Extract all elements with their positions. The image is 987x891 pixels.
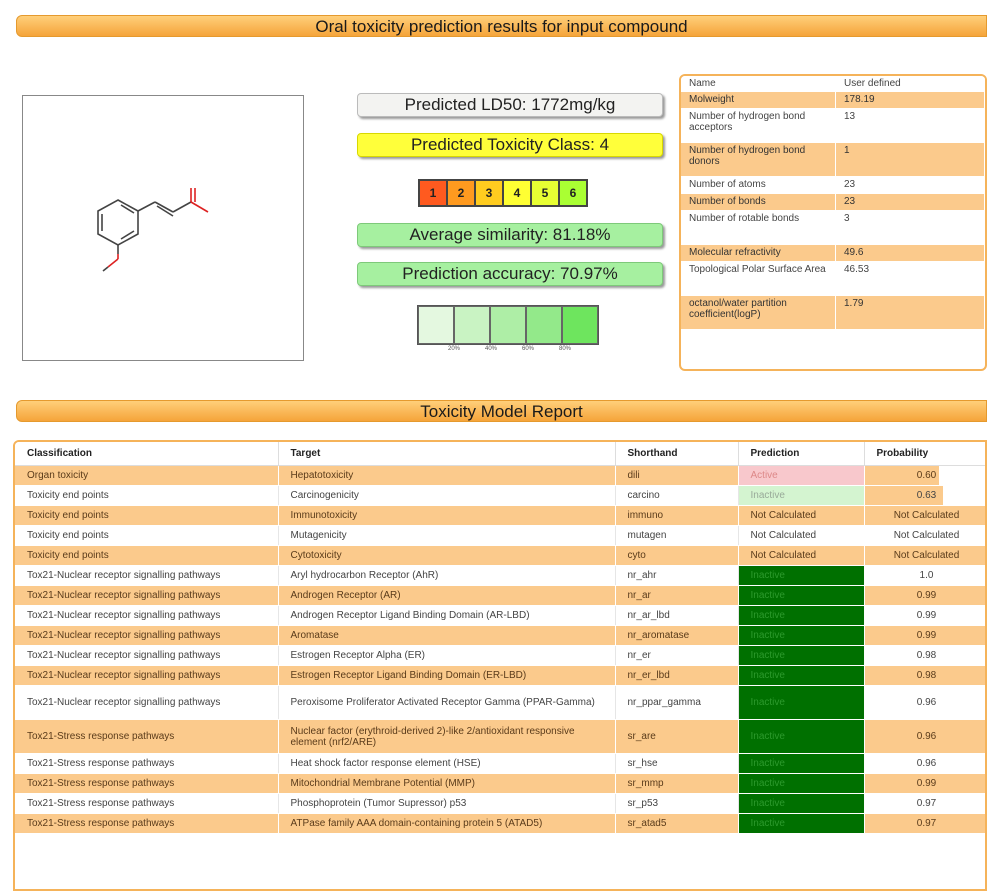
property-row xyxy=(681,245,985,262)
target-cell: Peroxisome Proliferator Activated Receptor Gamma (PPAR-Gamma) xyxy=(278,686,615,720)
probability-cell: 1.0 xyxy=(864,566,987,586)
prediction-cell: Inactive xyxy=(738,586,864,606)
prediction-cell: Inactive xyxy=(738,754,864,774)
shorthand-cell: sr_atad5 xyxy=(615,814,738,834)
classification-cell: Tox21-Stress response pathways xyxy=(15,794,278,814)
target-cell: Heat shock factor response element (HSE) xyxy=(278,754,615,774)
shorthand-cell: immuno xyxy=(615,506,738,526)
property-value: 13 xyxy=(836,109,985,143)
target-cell: Mutagenicity xyxy=(278,526,615,546)
target-cell: Mitochondrial Membrane Potential (MMP) xyxy=(278,774,615,794)
toxicity-class-1: 1 xyxy=(419,180,447,206)
prediction-cell: Inactive xyxy=(738,794,864,814)
target-cell: Hepatotoxicity xyxy=(278,466,615,486)
property-value: 23 xyxy=(836,194,985,211)
predicted-ld50-label xyxy=(357,93,663,117)
table-row xyxy=(15,774,987,794)
column-header-classification[interactable]: Classification xyxy=(15,442,278,466)
target-cell: Estrogen Receptor Alpha (ER) xyxy=(278,646,615,666)
toxicity-report-table xyxy=(15,442,987,834)
table-row xyxy=(15,466,987,486)
toxicity-model-report xyxy=(13,440,987,891)
classification-cell: Tox21-Stress response pathways xyxy=(15,814,278,834)
classification-cell: Tox21-Nuclear receptor signalling pathways xyxy=(15,646,278,666)
prediction-cell: Inactive xyxy=(738,666,864,686)
probability-cell: Not Calculated xyxy=(864,546,987,566)
classification-cell: Tox21-Nuclear receptor signalling pathways xyxy=(15,626,278,646)
similarity-scale xyxy=(417,305,599,345)
prediction-cell: Not Calculated xyxy=(738,526,864,546)
similarity-scale-cell xyxy=(526,306,562,344)
classification-cell: Tox21-Nuclear receptor signalling pathways xyxy=(15,566,278,586)
classification-cell: Toxicity end points xyxy=(15,546,278,566)
toxicity-class-2: 2 xyxy=(447,180,475,206)
classification-cell: Toxicity end points xyxy=(15,486,278,506)
property-name: Number of rotable bonds xyxy=(681,211,836,245)
property-value: 46.53 xyxy=(836,262,985,296)
property-name: octanol/water partition coefficient(logP) xyxy=(681,296,836,330)
shorthand-cell: nr_er_lbd xyxy=(615,666,738,686)
shorthand-cell: sr_p53 xyxy=(615,794,738,814)
similarity-scale-cell xyxy=(454,306,490,344)
target-cell: Estrogen Receptor Ligand Binding Domain (ER-LBD) xyxy=(278,666,615,686)
prediction-cell: Inactive xyxy=(738,626,864,646)
prediction-cell: Inactive xyxy=(738,566,864,586)
column-header-shorthand[interactable]: Shorthand xyxy=(615,442,738,466)
table-row xyxy=(15,566,987,586)
shorthand-cell: mutagen xyxy=(615,526,738,546)
property-name: Number of bonds xyxy=(681,194,836,211)
report-header-row xyxy=(15,442,987,466)
target-cell: Nuclear factor (erythroid-derived 2)-like 2/antioxidant responsive element (nrf2/ARE) xyxy=(278,720,615,754)
probability-cell xyxy=(864,466,987,486)
property-row xyxy=(681,296,985,330)
classification-cell: Toxicity end points xyxy=(15,506,278,526)
molecule-structure-image xyxy=(22,95,304,361)
shorthand-cell: nr_ar_lbd xyxy=(615,606,738,626)
probability-cell: 0.98 xyxy=(864,666,987,686)
probability-cell xyxy=(864,486,987,506)
table-row xyxy=(15,646,987,666)
predicted-toxicity-class-text: Predicted Toxicity Class: 4 xyxy=(410,135,610,154)
prediction-cell: Inactive xyxy=(738,720,864,754)
probability-value: 0.63 xyxy=(916,490,937,501)
toxicity-class-3: 3 xyxy=(475,180,503,206)
target-cell: Carcinogenicity xyxy=(278,486,615,506)
shorthand-cell: nr_er xyxy=(615,646,738,666)
prediction-cell: Inactive xyxy=(738,774,864,794)
target-cell: Androgen Receptor Ligand Binding Domain (AR-LBD) xyxy=(278,606,615,626)
property-row xyxy=(681,194,985,211)
classification-cell: Tox21-Nuclear receptor signalling pathways xyxy=(15,606,278,626)
table-row xyxy=(15,814,987,834)
toxicity-class-4: 4 xyxy=(503,180,531,206)
target-cell: Androgen Receptor (AR) xyxy=(278,586,615,606)
probability-cell: 0.97 xyxy=(864,794,987,814)
column-header-target[interactable]: Target xyxy=(278,442,615,466)
prediction-cell: Inactive xyxy=(738,814,864,834)
properties-header-name: Name xyxy=(681,76,836,92)
property-value: 178.19 xyxy=(836,92,985,109)
prediction-cell: Inactive xyxy=(738,686,864,720)
toxicity-class-scale xyxy=(418,179,588,207)
shorthand-cell: sr_are xyxy=(615,720,738,754)
probability-cell: 0.96 xyxy=(864,754,987,774)
table-row xyxy=(15,546,987,566)
classification-cell: Tox21-Stress response pathways xyxy=(15,754,278,774)
probability-cell: 0.99 xyxy=(864,774,987,794)
table-row xyxy=(15,686,987,720)
probability-cell: 0.99 xyxy=(864,606,987,626)
classification-cell: Tox21-Nuclear receptor signalling pathways xyxy=(15,686,278,720)
property-value: 49.6 xyxy=(836,245,985,262)
table-row xyxy=(15,486,987,506)
similarity-tick-label: 60% xyxy=(522,346,535,352)
prediction-cell: Inactive xyxy=(738,606,864,626)
shorthand-cell: nr_ahr xyxy=(615,566,738,586)
prediction-accuracy-label xyxy=(357,262,663,286)
prediction-cell: Inactive xyxy=(738,486,864,506)
shorthand-cell: nr_ar xyxy=(615,586,738,606)
shorthand-cell: nr_ppar_gamma xyxy=(615,686,738,720)
prediction-accuracy-text: Prediction accuracy: 70.97% xyxy=(402,264,618,283)
property-row xyxy=(681,262,985,296)
average-similarity-text: Average similarity: 81.18% xyxy=(409,225,611,244)
prediction-cell: Not Calculated xyxy=(738,546,864,566)
similarity-scale-cell xyxy=(490,306,526,344)
shorthand-cell: carcino xyxy=(615,486,738,506)
compound-properties-table xyxy=(679,74,987,371)
table-row xyxy=(15,606,987,626)
properties-header-row xyxy=(681,76,985,92)
table-row xyxy=(15,754,987,774)
column-header-probability[interactable]: Probability xyxy=(864,442,987,466)
toxicity-class-6: 6 xyxy=(559,180,587,206)
classification-cell: Tox21-Stress response pathways xyxy=(15,774,278,794)
property-row xyxy=(681,92,985,109)
property-row xyxy=(681,211,985,245)
properties-table xyxy=(681,76,985,330)
results-title-banner xyxy=(16,15,987,37)
property-row xyxy=(681,177,985,194)
table-row xyxy=(15,666,987,686)
table-row xyxy=(15,506,987,526)
similarity-scale-cell xyxy=(562,306,598,344)
shorthand-cell: sr_mmp xyxy=(615,774,738,794)
target-cell: Cytotoxicity xyxy=(278,546,615,566)
toxicity-report-title: Toxicity Model Report xyxy=(420,402,583,421)
shorthand-cell: cyto xyxy=(615,546,738,566)
target-cell: ATPase family AAA domain-containing protein 5 (ATAD5) xyxy=(278,814,615,834)
probability-cell: 0.99 xyxy=(864,586,987,606)
probability-cell: Not Calculated xyxy=(864,506,987,526)
column-header-prediction[interactable]: Prediction xyxy=(738,442,864,466)
shorthand-cell: dili xyxy=(615,466,738,486)
property-value: 1 xyxy=(836,143,985,177)
table-row xyxy=(15,720,987,754)
shorthand-cell: nr_aromatase xyxy=(615,626,738,646)
property-value: 1.79 xyxy=(836,296,985,330)
properties-header-value: User defined xyxy=(836,76,985,92)
average-similarity-label xyxy=(357,223,663,247)
probability-cell: 0.97 xyxy=(864,814,987,834)
classification-cell: Tox21-Stress response pathways xyxy=(15,720,278,754)
table-row xyxy=(15,794,987,814)
property-name: Number of hydrogen bond acceptors xyxy=(681,109,836,143)
table-row xyxy=(15,626,987,646)
table-row xyxy=(15,586,987,606)
probability-cell: Not Calculated xyxy=(864,526,987,546)
probability-cell: 0.96 xyxy=(864,686,987,720)
probability-cell: 0.96 xyxy=(864,720,987,754)
probability-value: 0.60 xyxy=(916,470,937,481)
property-row xyxy=(681,109,985,143)
property-value: 3 xyxy=(836,211,985,245)
prediction-cell: Not Calculated xyxy=(738,506,864,526)
target-cell: Aromatase xyxy=(278,626,615,646)
prediction-cell: Active xyxy=(738,466,864,486)
property-name: Molecular refractivity xyxy=(681,245,836,262)
results-title: Oral toxicity prediction results for input compound xyxy=(315,17,688,36)
classification-cell: Tox21-Nuclear receptor signalling pathways xyxy=(15,666,278,686)
similarity-tick-label: 20% xyxy=(448,346,461,352)
property-value: 23 xyxy=(836,177,985,194)
toxicity-class-5: 5 xyxy=(531,180,559,206)
classification-cell: Toxicity end points xyxy=(15,526,278,546)
property-name: Number of hydrogen bond donors xyxy=(681,143,836,177)
toxicity-report-banner xyxy=(16,400,987,422)
target-cell: Immunotoxicity xyxy=(278,506,615,526)
similarity-tick-label: 80% xyxy=(559,346,572,352)
target-cell: Phosphoprotein (Tumor Supressor) p53 xyxy=(278,794,615,814)
shorthand-cell: sr_hse xyxy=(615,754,738,774)
property-name: Number of atoms xyxy=(681,177,836,194)
probability-cell: 0.98 xyxy=(864,646,987,666)
classification-cell: Tox21-Nuclear receptor signalling pathways xyxy=(15,586,278,606)
similarity-scale-cell xyxy=(418,306,454,344)
molecule-structure-drawing xyxy=(23,96,303,360)
property-row xyxy=(681,143,985,177)
property-name: Topological Polar Surface Area xyxy=(681,262,836,296)
predicted-ld50-text: Predicted LD50: 1772mg/kg xyxy=(404,95,616,114)
similarity-tick-label: 40% xyxy=(485,346,498,352)
target-cell: Aryl hydrocarbon Receptor (AhR) xyxy=(278,566,615,586)
table-row xyxy=(15,526,987,546)
property-name: Molweight xyxy=(681,92,836,109)
classification-cell: Organ toxicity xyxy=(15,466,278,486)
prediction-cell: Inactive xyxy=(738,646,864,666)
predicted-toxicity-class-label xyxy=(357,133,663,157)
probability-cell: 0.99 xyxy=(864,626,987,646)
